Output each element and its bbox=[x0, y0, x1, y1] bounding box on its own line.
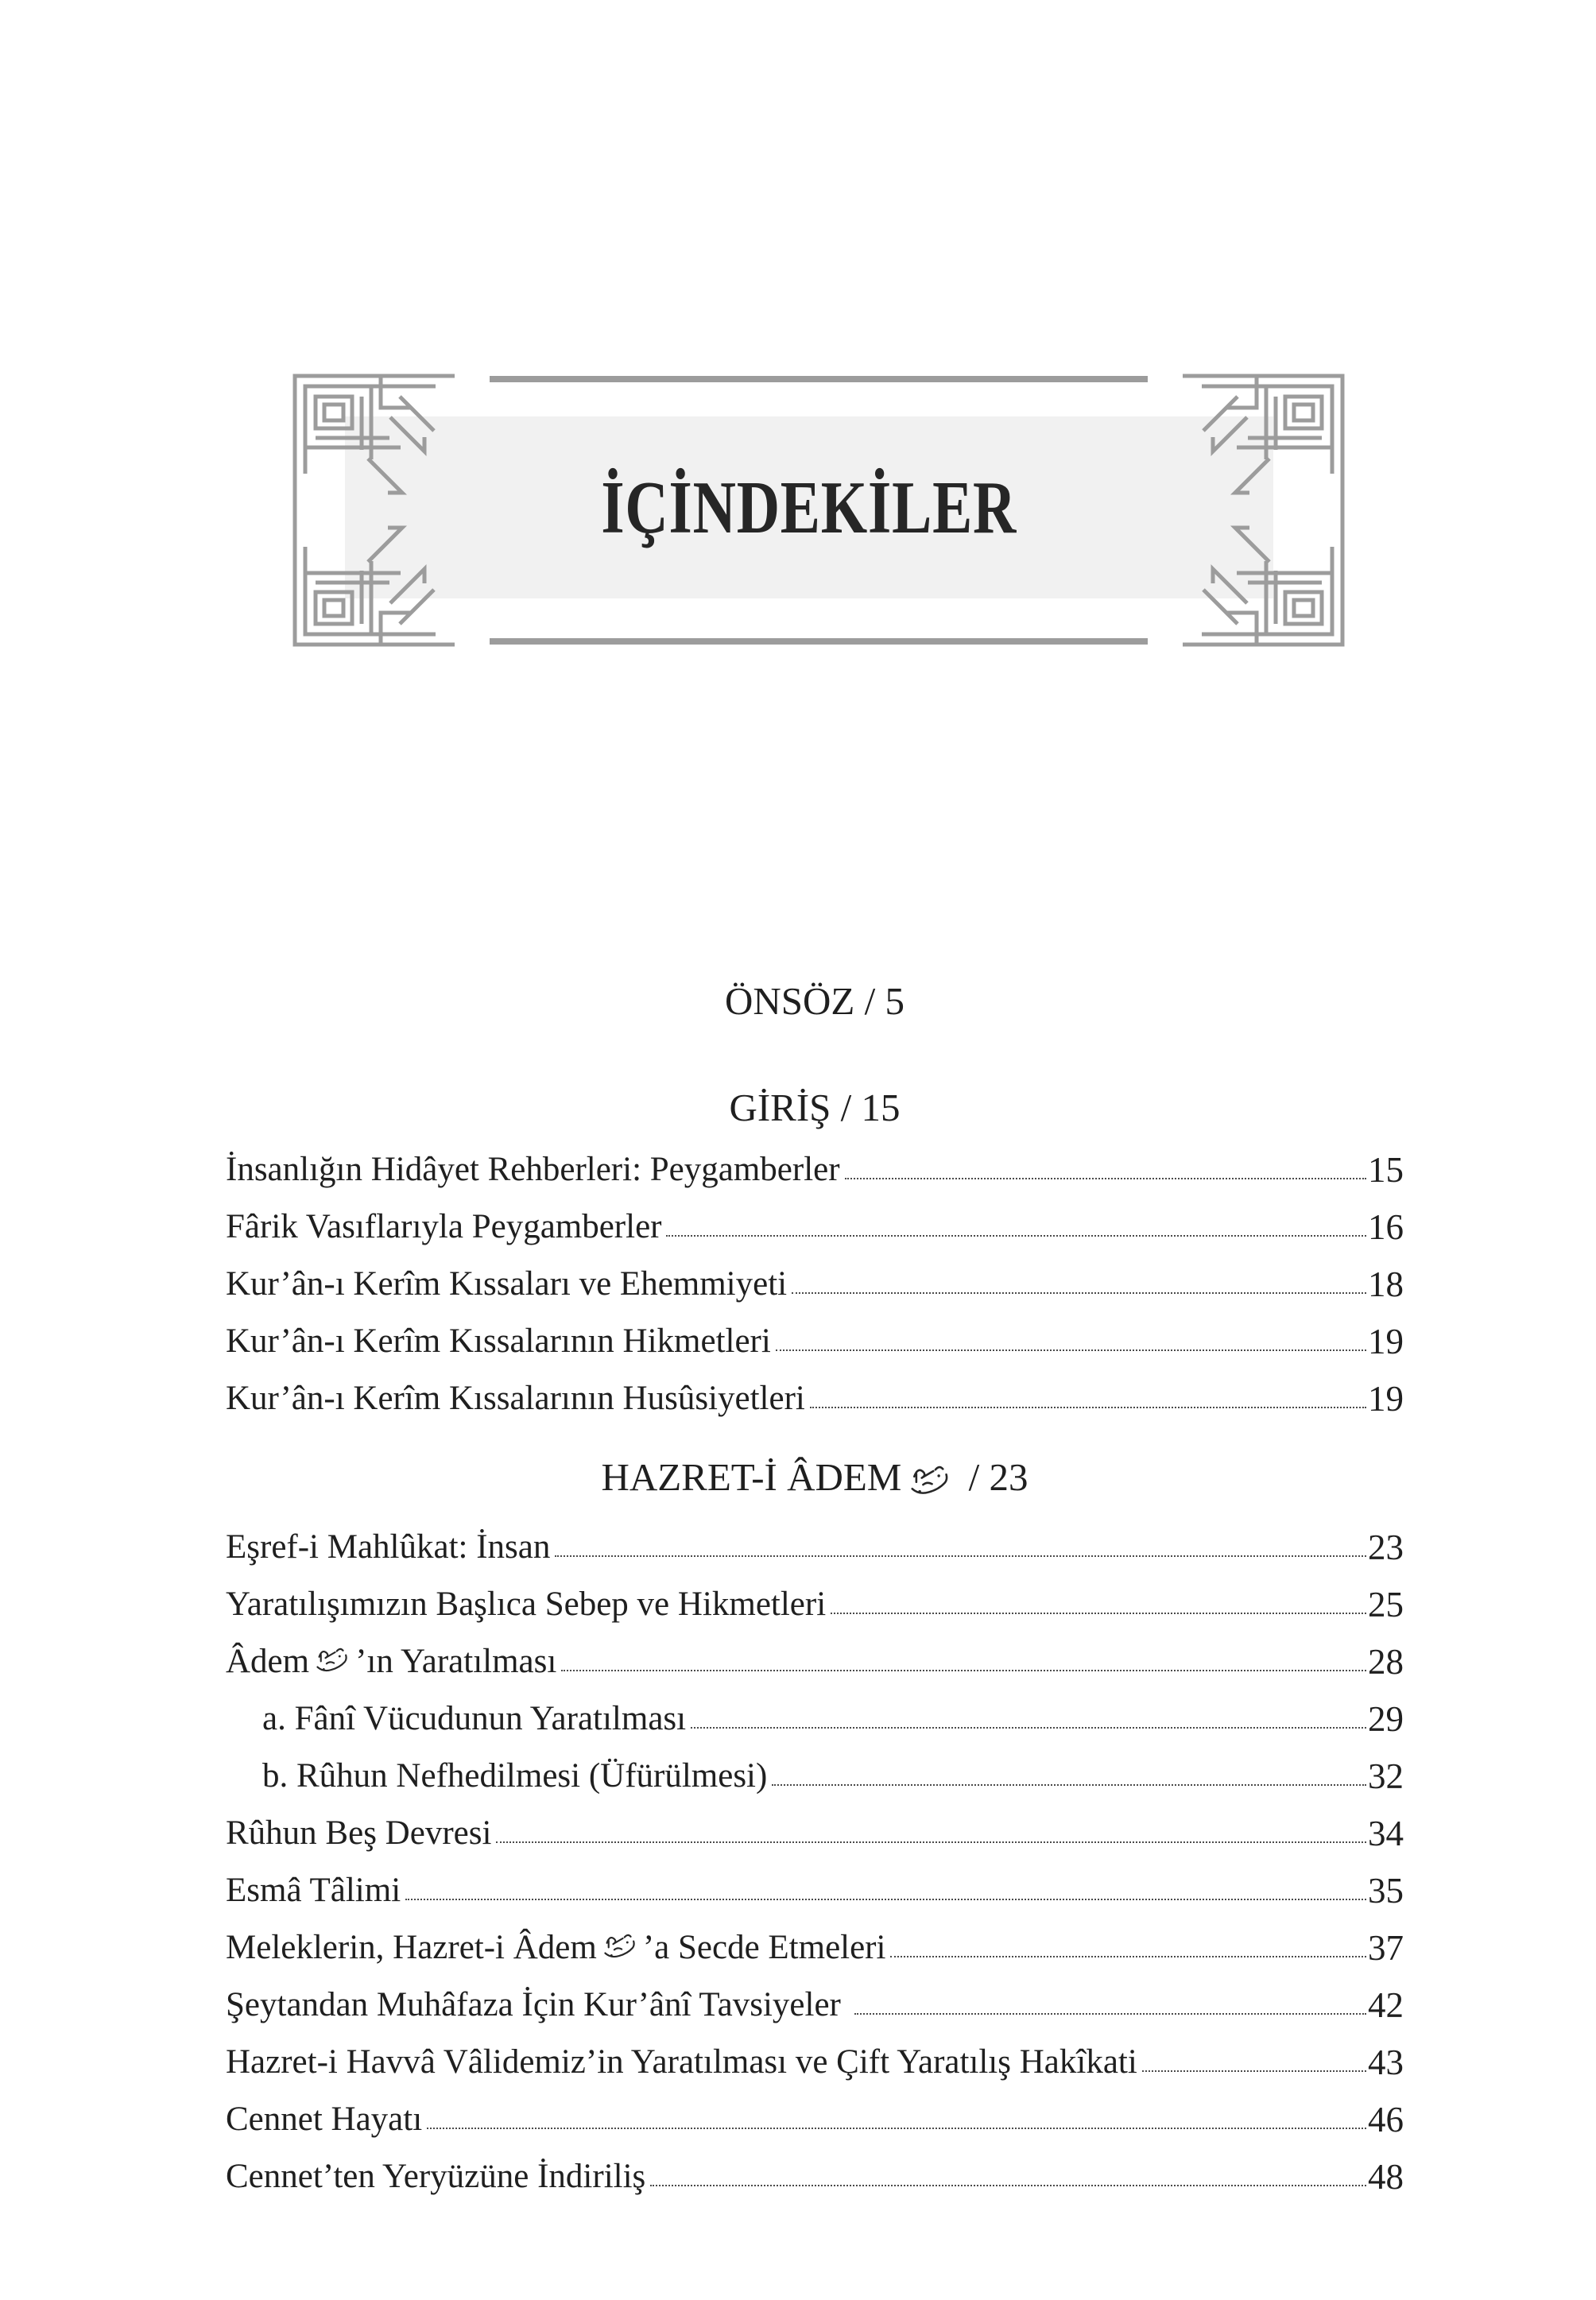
dot-leader bbox=[666, 1235, 1366, 1237]
ornamental-frame bbox=[291, 370, 1346, 650]
dot-leader bbox=[496, 1841, 1366, 1843]
page-number: 46 bbox=[1368, 2100, 1404, 2139]
aleyhisselam-icon bbox=[314, 1644, 351, 1676]
page-number: 37 bbox=[1368, 1928, 1404, 1968]
section-heading-text: ÖNSÖZ bbox=[725, 979, 855, 1023]
toc-entry bbox=[226, 1857, 1404, 1914]
toc-entry-title: Yaratılışımızın Başlıca Sebep ve Hikmetleri bbox=[226, 1586, 827, 1623]
page-number: 25 bbox=[1368, 1585, 1404, 1624]
toc-entry bbox=[226, 1136, 1404, 1193]
toc-entry-title: Eşref-i Mahlûkat: İnsan bbox=[226, 1528, 551, 1566]
toc-entry-title: Hazret-i Havvâ Vâlidemiz’in Yaratılması ve Çift Yaratılış Hakîkati bbox=[226, 2043, 1137, 2081]
toc-entry-title: Cennet Hayatı bbox=[226, 2101, 423, 2138]
page-number: 19 bbox=[1368, 1379, 1404, 1419]
toc-entry-title: Rûhun Beş Devresi bbox=[226, 1814, 492, 1852]
dot-leader bbox=[427, 2128, 1366, 2129]
dot-leader bbox=[854, 2013, 1366, 2015]
toc-section bbox=[226, 981, 1404, 1022]
aleyhisselam-icon bbox=[908, 1462, 952, 1500]
toc-entry-title: İnsanlığın Hidâyet Rehberleri: Peygamberler bbox=[226, 1151, 840, 1188]
page-number: 29 bbox=[1368, 1699, 1404, 1739]
toc-entry-title: Fârik Vasıflarıyla Peygamberler bbox=[226, 1208, 662, 1245]
dot-leader bbox=[890, 1956, 1366, 1957]
toc-entry bbox=[226, 1513, 1404, 1570]
section-heading bbox=[226, 1087, 1404, 1129]
toc-section bbox=[226, 1087, 1404, 1422]
toc-entry bbox=[226, 1250, 1404, 1307]
toc-entry-title: Kur’ân-ı Kerîm Kıssalarının Husûsiyetleri bbox=[226, 1380, 805, 1417]
dot-leader bbox=[405, 1899, 1366, 1900]
dot-leader bbox=[555, 1555, 1366, 1557]
page-number: 18 bbox=[1368, 1264, 1404, 1304]
toc-entry bbox=[226, 2028, 1404, 2085]
section-heading-page: / 5 bbox=[854, 979, 905, 1023]
toc-entry-title: Şeytandan Muhâfaza İçin Kur’ânî Tavsiyeler bbox=[226, 1986, 850, 2023]
toc-entry-title: Cennet’ten Yeryüzüne İndiriliş bbox=[226, 2158, 646, 2195]
toc-rows bbox=[226, 1136, 1404, 1422]
toc-entry bbox=[226, 1914, 1404, 1971]
toc-entry bbox=[226, 1971, 1404, 2028]
toc-section bbox=[226, 1452, 1404, 2200]
toc-entry-title: Âdem bbox=[226, 1643, 310, 1680]
page-number: 35 bbox=[1368, 1871, 1404, 1911]
toc-entry-title: Kur’ân-ı Kerîm Kıssaları ve Ehemmiyeti bbox=[226, 1265, 788, 1303]
dot-leader bbox=[831, 1613, 1366, 1614]
toc-entry bbox=[226, 2085, 1404, 2143]
toc-entry bbox=[226, 1799, 1404, 1857]
page-number: 43 bbox=[1368, 2043, 1404, 2082]
dot-leader bbox=[845, 1178, 1366, 1179]
dot-leader bbox=[1142, 2070, 1366, 2072]
dot-leader bbox=[772, 1784, 1366, 1786]
dot-leader bbox=[650, 2185, 1366, 2186]
toc-entry-title: ’a Secde Etmeleri bbox=[642, 1929, 886, 1966]
toc-entry bbox=[226, 1365, 1404, 1422]
toc-entry bbox=[226, 1570, 1404, 1628]
toc-entry bbox=[226, 1628, 1404, 1685]
toc-entry bbox=[226, 1742, 1404, 1799]
page-number: 28 bbox=[1368, 1642, 1404, 1682]
toc-entry-title: Kur’ân-ı Kerîm Kıssalarının Hikmetleri bbox=[226, 1322, 771, 1360]
toc bbox=[226, 981, 1404, 2200]
dot-leader bbox=[776, 1349, 1366, 1351]
section-heading bbox=[226, 1452, 1404, 1503]
section-heading bbox=[226, 981, 1404, 1022]
page-number: 16 bbox=[1368, 1207, 1404, 1247]
page-number: 48 bbox=[1368, 2157, 1404, 2197]
aleyhisselam-icon bbox=[602, 1930, 638, 1962]
toc-entry bbox=[226, 1193, 1404, 1250]
page-number: 15 bbox=[1368, 1150, 1404, 1190]
page-number: 34 bbox=[1368, 1814, 1404, 1853]
toc-entry bbox=[226, 1685, 1404, 1742]
toc-rows bbox=[226, 1513, 1404, 2200]
toc-entry-title: ’ın Yaratılması bbox=[355, 1643, 557, 1680]
section-heading-page: / 23 bbox=[959, 1455, 1028, 1499]
page-number: 32 bbox=[1368, 1756, 1404, 1796]
dot-leader bbox=[691, 1727, 1366, 1729]
toc-entry-title: Esmâ Tâlimi bbox=[226, 1872, 401, 1909]
section-heading-text: HAZRET-İ ÂDEM bbox=[601, 1455, 902, 1499]
toc-entry-title: a. Fânî Vücudunun Yaratılması bbox=[262, 1700, 687, 1737]
dot-leader bbox=[810, 1407, 1366, 1408]
page-number: 42 bbox=[1368, 1985, 1404, 2025]
page-number: 19 bbox=[1368, 1322, 1404, 1361]
toc-entry bbox=[226, 1307, 1404, 1365]
section-heading-text: GİRİŞ bbox=[729, 1086, 831, 1129]
section-heading-page: / 15 bbox=[831, 1086, 901, 1129]
toc-entry-title: Meleklerin, Hazret-i Âdem bbox=[226, 1929, 597, 1966]
dot-leader bbox=[561, 1670, 1366, 1671]
dot-leader bbox=[792, 1292, 1366, 1294]
geometric-border-icon bbox=[291, 370, 1346, 650]
page-title: İÇİNDEKİLER bbox=[601, 466, 1017, 549]
toc-entry-title: b. Rûhun Nefhedilmesi (Üfürülmesi) bbox=[262, 1757, 768, 1795]
toc-entry bbox=[226, 2143, 1404, 2200]
page-number: 23 bbox=[1368, 1528, 1404, 1567]
